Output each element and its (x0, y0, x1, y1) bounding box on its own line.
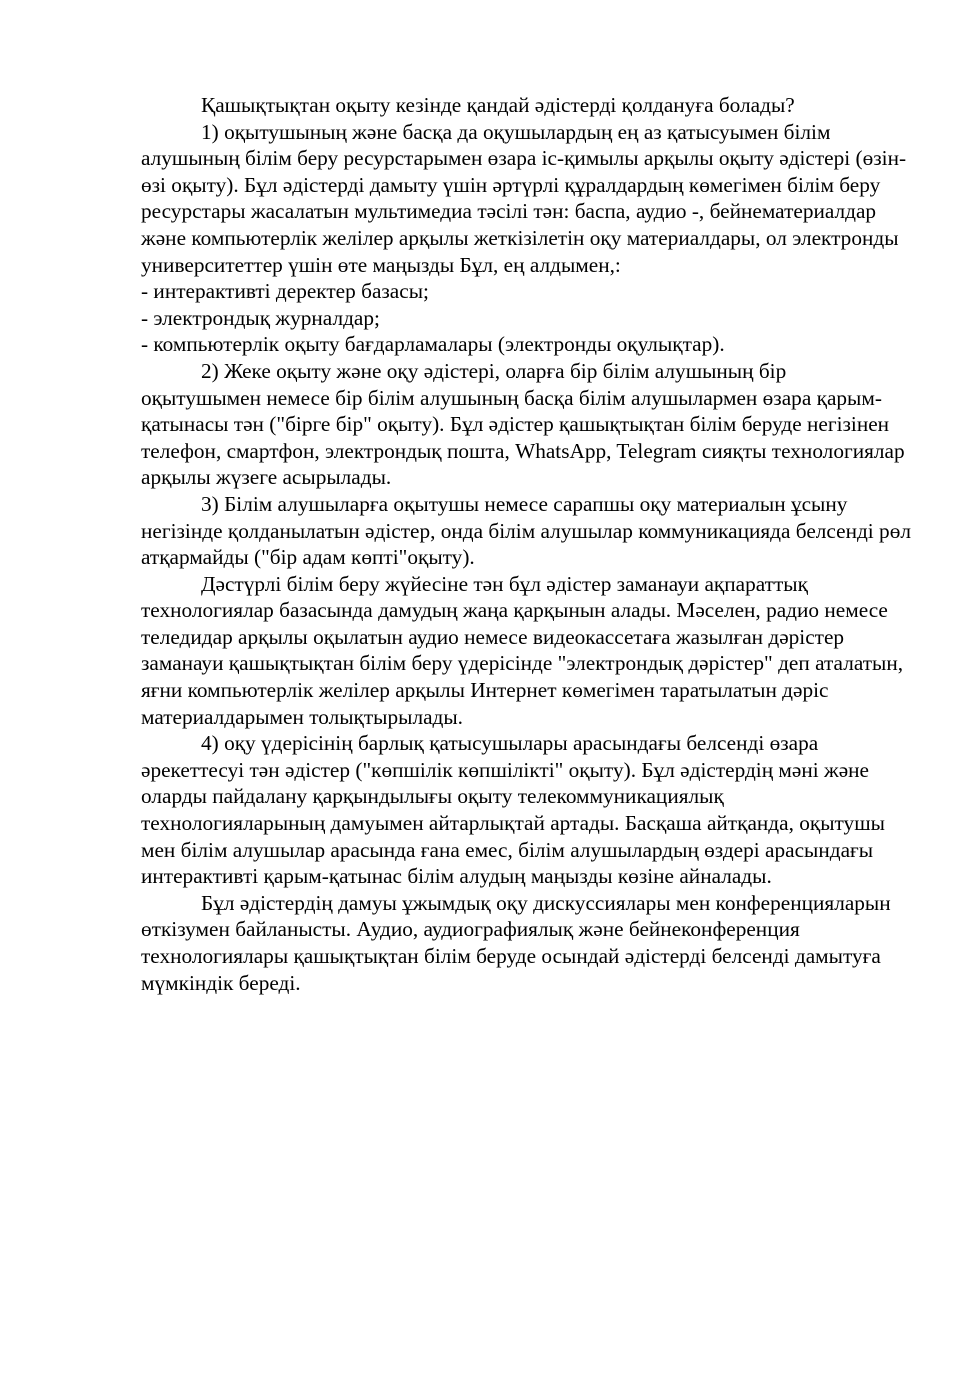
paragraph-conclusion: Бұл әдістердің дамуы ұжымдық оқу дискуссиялары мен конференцияларын өткізумен байланысты. Аудио, аудиографиялық және бейнеконференция технологиялары қашықтықтан білім беруде осындай әдістерді белсенді дамытуға мүмкіндік береді. (141, 890, 891, 995)
paragraph-method-4: 4) оқу үдерісінің барлық қатысушылары арасындағы белсенді өзара әрекеттесуі тән әдістер ("көпшілік көпшілікті" оқыту). Бұл әдістердің мәні және оларды пайдалану қарқындылығы оқыту телекоммуникациялық технологияларының дамуымен айтарлықтай артады. Басқаша айтқанда, оқытушы мен білім алушылар арасында ғана емес, білім алушылардың өздері арасындағы интерактивті қарым-қатынас білім алудың маңызды көзіне айналады. (141, 731, 885, 889)
document-page (141, 92, 911, 996)
paragraph-traditional-methods: Дәстүрлі білім беру жүйесіне тән бұл әдістер заманауи ақпараттық технологиялар базасында дамудың жаңа қарқынын алады. Мәселен, радио немесе теледидар арқылы оқылатын аудио немесе видеокассетаға жазылған дәрістер заманауи қашықтықтан білім беру үдерісінде "электрондық дәрістер" деп аталатын, яғни компьютерлік желілер арқылы Интернет көмегімен таратылатын дәріс материалдарымен толықтырылады. (141, 571, 904, 729)
list-item: - компьютерлік оқыту бағдарламалары (электронды оқулықтар). (141, 332, 725, 357)
paragraph-method-3: 3) Білім алушыларға оқытушы немесе сарапшы оқу материалын ұсыну негізінде қолданылатын әдістер, онда білім алушылар коммуникацияда белсенді рөл атқармайды ("бір адам көпті"оқыту). (141, 491, 911, 570)
paragraph-method-2: 2) Жеке оқыту және оқу әдістері, оларға бір білім алушының бір оқытушымен немесе бір білім алушының басқа білім алушылармен өзара қарым-қатынасы тән ("бірге бір" оқыту). Бұл әдістер қашықтықтан білім беруде негізінен телефон, смартфон, электрондық пошта, WhatsApp, Telegram сияқты технологиялар арқылы жүзеге асырылады. (141, 358, 905, 490)
list-item: - электрондық журналдар; (141, 305, 380, 330)
paragraph-method-1: 1) оқытушының және басқа да оқушылардың ең аз қатысуымен білім алушының білім беру ресурстарымен өзара іс-қимылы арқылы оқыту әдістері (өзін-өзі оқыту). Бұл әдістерді дамыту үшін әртүрлі құралдардың көмегімен білім беру ресурстары жасалатын мультимедиа тәсілі тән: баспа, аудио -, бейнематериалдар және компьютерлік желілер арқылы жеткізілетін оқу материалдары, ол электронды университеттер үшін өте маңызды Бұл, ең алдымен,: (141, 119, 907, 277)
list-item: - интерактивті деректер базасы; (141, 279, 429, 304)
document-heading: Қашықтықтан оқыту кезінде қандай әдістерді қолдануға болады? (201, 93, 795, 117)
